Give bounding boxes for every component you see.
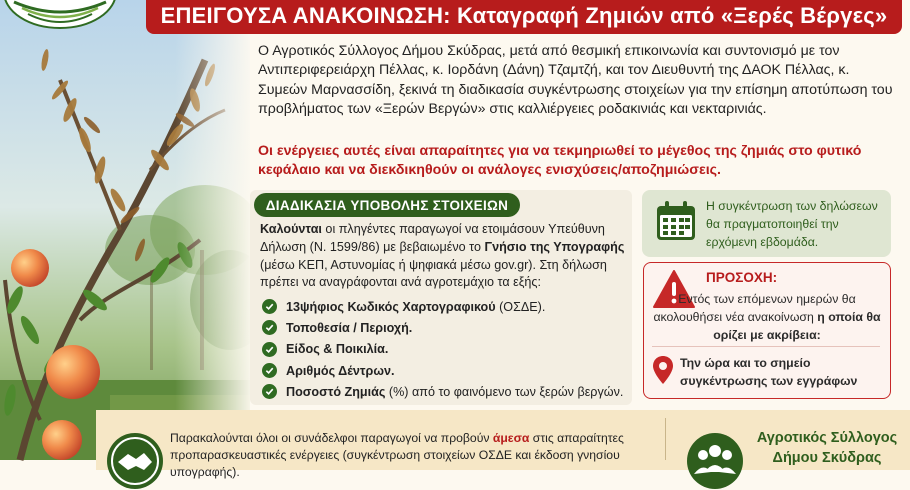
list-item-strong: 13ψήφιος Κωδικός Χαρτογραφικού	[286, 299, 496, 314]
list-item-rest: (ΟΣΔΕ).	[495, 299, 546, 314]
header-banner	[146, 0, 902, 34]
warning-divider	[652, 346, 880, 347]
bottom-text-2: στις απαραίτητες προπαρασκευαστικές ενέργειες (συγκέντρωση στοιχείων ΟΣΔΕ και έκδοση γνησίου υπογραφής).	[170, 431, 624, 479]
list-item	[262, 296, 630, 317]
check-icon	[262, 320, 277, 335]
check-icon	[262, 342, 277, 357]
logo-emblem	[2, 0, 118, 30]
list-item-strong: Τοποθεσία / Περιοχή.	[286, 320, 413, 335]
procedure-text-2: (μέσω ΚΕΠ, Αστυνομίας ή ψηφιακά μέσω gov.gr). Στη δήλωση πρέπει να αναγράφονται ανά αγροτεμάχιο τα εξής:	[260, 257, 607, 290]
intro-paragraph: Ο Αγροτικός Σύλλογος Δήμου Σκύδρας, μετά από θεσμική επικοινωνία και συντονισμό με τον Αντιπεριφερειάρχη Πέλλας, κ. Ιορδάνη (Δάνη) Τζαμτζή, και τον Διευθυντή της ΔΑΟΚ Πέλλας, κ. Συμεών Μαρνασσίδη, ξεκινά τη διαδικασία συγκέντρωσης στοιχείων για την επίσημη αποτύπωση του προβλήματος των «Ξερών Βεργών» στις καλλιέργειες ροδακινιάς και νεκταρινιάς.	[258, 43, 893, 118]
handshake-icon	[106, 432, 164, 490]
list-item	[262, 381, 630, 402]
procedure-text-1: οι πληγέντες παραγωγοί να ετοιμάσουν Υπεύθυνη Δήλωση (Ν. 1599/86) με βεβαιωμένο το	[260, 222, 605, 254]
check-icon	[262, 299, 277, 314]
warning-text-1: Εντός των επόμενων ημερών θα ακολουθήσει νέα ανακοίνωση	[653, 292, 856, 325]
bottom-note	[170, 430, 660, 481]
procedure-text	[260, 221, 628, 292]
procedure-lead: Καλούνται	[260, 222, 322, 236]
list-item-strong: Είδος & Ποικιλία.	[286, 342, 389, 357]
warning-title: ΠΡΟΣΟΧΗ:	[706, 270, 778, 285]
bottom-text-1: Παρακαλούνται όλοι οι συνάδελφοι παραγωγοί να προβούν	[170, 431, 493, 445]
warning-text	[652, 290, 882, 345]
bottom-urgent: άμεσα	[492, 431, 530, 445]
organization-name: Αγροτικός Σύλλογος Δήμου Σκύδρας	[756, 430, 898, 466]
people-icon	[686, 432, 744, 490]
where-text	[680, 354, 880, 390]
calendar-icon	[654, 199, 698, 243]
alert-paragraph: Οι ενέργειες αυτές είναι απαραίτητες για να τεκμηριωθεί το μέγεθος της ζημιάς στο φυτικό κεφάλαιο και να διεκδικηθούν οι ανάλογες ενισχύσεις/αποζημιώσεις.	[258, 143, 862, 179]
orchard-photo	[0, 0, 250, 460]
check-icon	[262, 363, 277, 378]
warning-text-strong: η οποία θα ορίζει με ακρίβεια:	[713, 310, 881, 343]
list-item	[262, 317, 630, 338]
list-item	[262, 339, 630, 360]
requirements-list	[262, 296, 630, 402]
location-pin-icon	[652, 355, 674, 385]
procedure-title: ΔΙΑΔΙΚΑΣΙΑ ΥΠΟΒΟΛΗΣ ΣΤΟΙΧΕΙΩΝ	[254, 193, 520, 217]
list-item	[262, 360, 630, 381]
where-text-strong: Την ώρα και το σημείο συγκέντρωσης των εγγράφων	[680, 356, 858, 389]
bottom-divider	[665, 418, 666, 460]
list-item-strong: Ποσοστό Ζημιάς	[286, 384, 386, 399]
gathering-text: Η συγκέντρωση των δηλώσεων θα πραγματοποιηθεί την ερχόμενη εβδομάδα.	[706, 199, 878, 250]
list-item-rest: (%) από το φαινόμενο των ξερών βεργών.	[385, 384, 624, 399]
check-icon	[262, 384, 277, 399]
page-title: ΕΠΕΙΓΟΥΣΑ ΑΝΑΚΟΙΝΩΣΗ: Καταγραφή Ζημιών από «Ξερές Βέργες»	[160, 3, 888, 28]
list-item-strong: Αριθμός Δέντρων.	[286, 363, 395, 378]
procedure-signature: Γνήσιο της Υπογραφής	[484, 239, 625, 254]
